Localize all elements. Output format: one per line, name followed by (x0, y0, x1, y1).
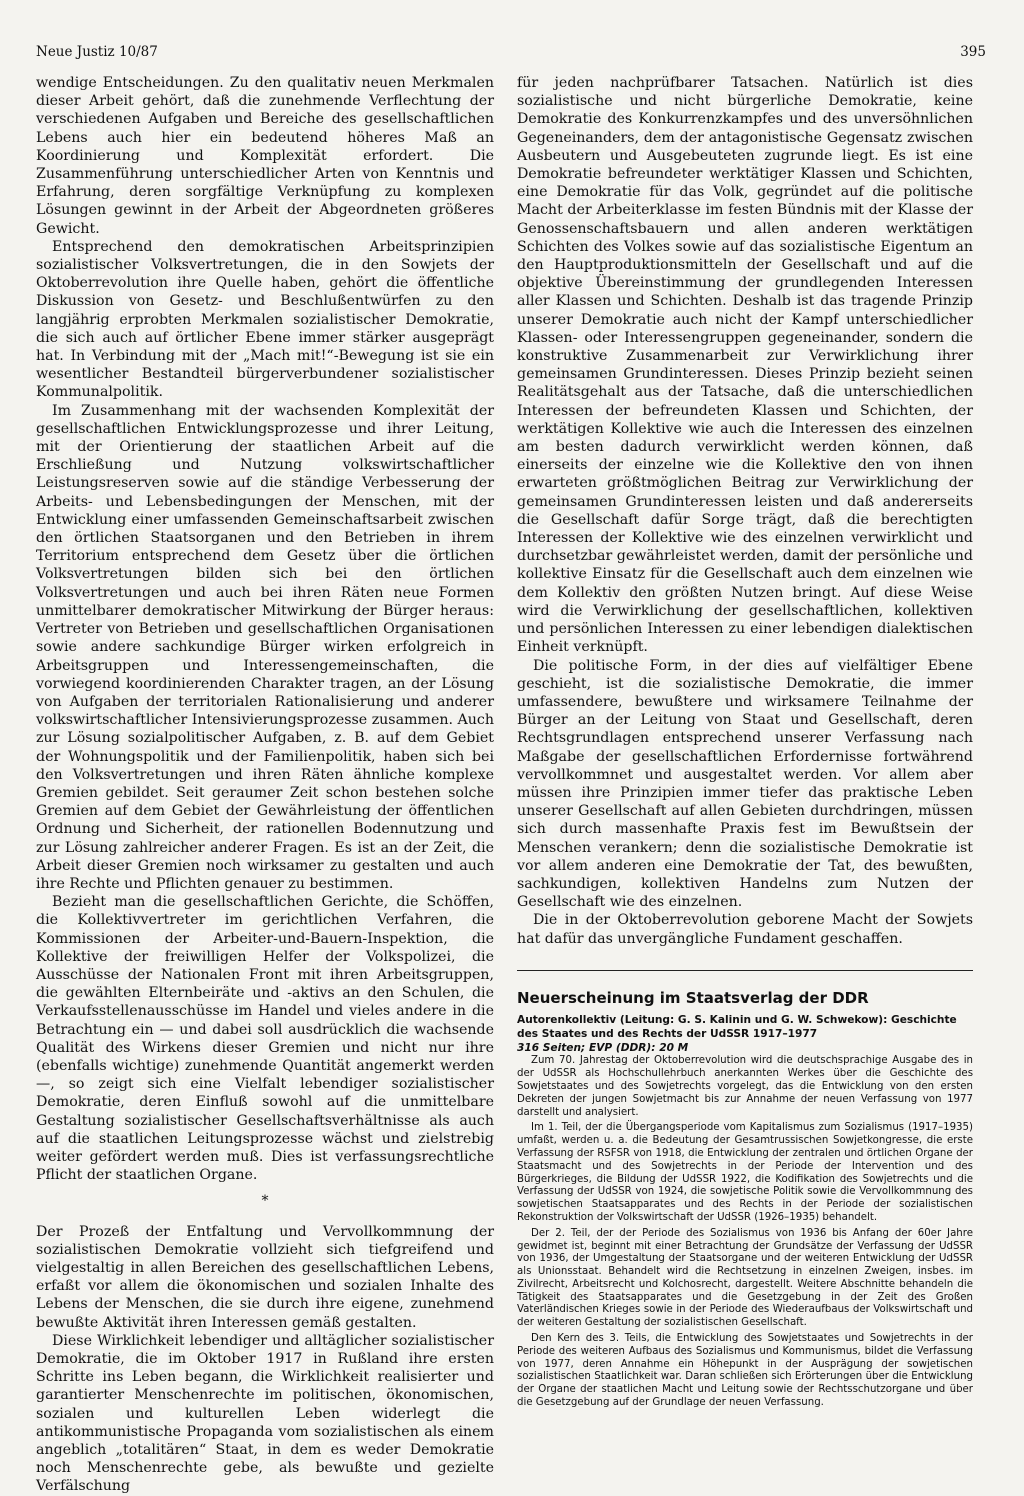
paragraph: Die politische Form, in der dies auf vielfältiger Ebene geschieht, ist die sozialistische Demokratie, die immer umfassendere, bewußtere und wirksamere Teilnahme der Bürger an der Leitung von Staat und Gesellschaft, deren Rechtsgrundlagen entsprechend unserer Verfassung nach Maßgabe der gesellschaftlichen Erfordernisse fortwährend vervollkommnet und ausgestaltet werden. Vor allem aber müssen ihre Prinzipien immer tiefer das praktische Leben unserer Gesellschaft auf allen Gebieten durchdringen, müssen sich durch massenhafte Praxis fest im Bewußtsein der Menschen verankern; denn die sozialistische Demokratie ist vor allem anderen eine Demokratie der Tat, des bewußten, sachkundigen, kollektiven Handelns zum Nutzen der Gesellschaft wie des einzelnen. (517, 657, 973, 911)
paragraph: Der 2. Teil, der der Periode des Sozialismus von 1936 bis Anfang der 60er Jahre gewidmet ist, beginnt mit einer Betrachtung der Grundsätze der Verfassung der UdSSR von 1936, der Umgestaltung der Staatsorgane und der weiteren Entwicklung der UdSSR als Unionsstaat. Behandelt wird die Rechtsetzung in einzelnen Zweigen, insbes. im Zivilrecht, Arbeitsrecht und Kolchosrecht, dargestellt. Weitere Abschnitte behandeln die Tätigkeit des Staatsapparates und die Gesetzgebung in der Zeit des Großen Vaterländischen Krieges sowie in der Periode des Wiederaufbaus der Volkswirtschaft und der weiteren Gestaltung der sozialistischen Gesellschaft. (517, 1227, 973, 1329)
announcement-body (517, 1055, 973, 1410)
journal-issue: Neue Justiz 10/87 (36, 44, 158, 60)
paragraph: Im 1. Teil, der die Übergangsperiode vom Kapitalismus zum Sozialismus (1917–1935) umfaßt, werden u. a. die Bedeutung der Gesamtrussischen Sowjetkongresse, die erste Verfassung der RSFSR von 1918, die Entwicklung der zentralen und örtlichen Organe der Staatsmacht und des Sowjetrechts in der Periode der Intervention und des Bürgerkrieges, die Bildung der UdSSR 1922, die Kodifikation des Sowjetrechts und die Verfassung der UdSSR von 1924, die sowjetische Politik sowie die Vervollkommnung des sowjetischen Staatsapparates und des Rechts in der Periode der sozialistischen Rekonstruktion der Volkswirtschaft der UdSSR (1926–1935) behandelt. (517, 1122, 973, 1223)
right-column (517, 74, 973, 1413)
paragraph: für jeden nachprüfbarer Tatsachen. Natürlich ist dies sozialistische und nicht bürgerliche Demokratie, keine Demokratie des Konkurrenzkampfes und des unversöhnlichen Gegeneinanders, dem der antagonistische Gegensatz zwischen Ausbeutern und Ausgebeuteten zugrunde liegt. Es ist eine Demokratie befreundeter werktätiger Klassen und Schichten, eine Demokratie für das Volk, gegründet auf die politische Macht der Arbeiterklasse im festen Bündnis mit der Klasse der Genossenschaftsbauern und allen anderen werktätigen Schichten des Volkes sowie auf das sozialistische Eigentum an den Hauptproduktionsmitteln der Gesellschaft und auf die objektive Übereinstimmung der grundlegenden Interessen aller Klassen und Schichten. Deshalb ist das tragende Prinzip unserer Demokratie auch nicht der Kampf unterschiedlicher Klassen- oder Interessengruppen gegeneinander, sondern die konstruktive Zusammenarbeit zur Verwirklichung ihrer gemeinsamen Grundinteressen. Dieses Prinzip bezieht seinen Realitätsgehalt aus der Tatsache, daß die unterschiedlichen Interessen der befreundeten Klassen und Schichten, der werktätigen Kollektive wie auch die Interessen des einzelnen am besten dadurch verwirklicht werden können, daß einerseits der einzelne wie die Kollektive den von ihnen erwarteten größtmöglichen Beitrag zur Verwirklichung der gemeinsamen Grundinteressen leisten und daß andererseits die Gesellschaft dafür Sorge trägt, daß die berechtigten Interessen der Kollektive wie des einzelnen verwirklicht und durchsetzbar gewährleistet werden, damit der persönliche und kollektive Einsatz für die Gesellschaft auch dem einzelnen wie dem Kollektiv den größten Nutzen bringt. Auf diese Weise wird die Verwirklichung der gesellschaftlichen, kollektiven und persönlichen Interessen zu einer lebendigen dialektischen Einheit verknüpft. (517, 75, 973, 656)
paragraph: Diese Wirklichkeit lebendiger und alltäglicher sozialistischer Demokratie, die im Oktober 1917 in Rußland ihre ersten Schritte ins Leben begann, die Wirklichkeit realisierter und garantierter Menschenrechte im politischen, ökonomischen, sozialen und kulturellen Leben widerlegt die antikommunistische Propaganda vom sozialistischen als einem angeblich „totalitären“ Staat, in dem es weder Demokratie noch Menschenrechte gebe, als bewußte und gezielte Verfälschung (36, 1332, 494, 1495)
page-number: 395 (960, 44, 986, 60)
paragraph: Die in der Oktoberrevolution geborene Macht der Sowjets hat dafür das unvergängliche Fundament geschaffen. (517, 912, 973, 947)
announcement-meta: 316 Seiten; EVP (DDR): 20 M (517, 1042, 689, 1055)
paragraph: Zum 70. Jahrestag der Oktoberrevolution wird die deutschsprachige Ausgabe des in der UdSSR als Hochschullehrbuch anerkannten Werkes über die Geschichte des Sowjetstaates und des Sowjetrechts vorgelegt, das die Entwicklung von den ersten Dekreten der jungen Sowjetmacht bis zur Annahme der neuen Verfassung von 1977 darstellt und analysiert. (517, 1055, 973, 1118)
divider (517, 970, 973, 971)
announcement-title: Neuerscheinung im Staatsverlag der DDR (517, 988, 869, 1007)
paragraph: Entsprechend den demokratischen Arbeitsprinzipien sozialistischer Volksvertretungen, die in den Sowjets der Oktoberrevolution ihre Quelle haben, gehört die öffentliche Diskussion von Gesetz- und Beschlußentwürfen zu den langjährig erprobten Merkmalen sozialistischer Demokratie, die sich auch auf örtlicher Ebene immer stärker ausgeprägt hat. In Verbindung mit der „Mach mit!“-Bewegung ist sie ein wesentlicher Bestandteil bürgerverbundener sozialistischer Kommunalpolitik. (36, 238, 494, 401)
paragraph: Der Prozeß der Entfaltung und Vervollkommnung der sozialistischen Demokratie vollzieht sich tiefgreifend und vielgestaltig in allen Bereichen des gesellschaftlichen Lebens, erfaßt vor allem die ökonomischen und sozialen Inhalte des Lebens der Menschen, die sie durch ihre eigene, zunehmend bewußte Aktivität ihren Interessen gemäß gestalten. (36, 1223, 494, 1331)
book-announcement (517, 989, 973, 1410)
paragraph: Im Zusammenhang mit der wachsenden Komplexität der gesellschaftlichen Entwicklungsprozesse und ihrer Leitung, mit der Orientierung der staatlichen Arbeit auf die Erschließung und Nutzung volkswirtschaftlicher Leistungsreserven sowie auf die ständige Verbesserung der Arbeits- und Lebensbedingungen der Menschen, mit der Entwicklung einer umfassenden Gemeinschaftsarbeit zwischen den örtlichen Staatsorganen und den Betrieben in ihrem Territorium entsprechend dem Gesetz über die örtlichen Volksvertretungen bilden sich bei den örtlichen Volksvertretungen und auch bei ihren Räten neue Formen unmittelbarer demokratischer Mitwirkung der Bürger heraus: Vertreter von Betrieben und gesellschaftlichen Organisationen sowie andere sachkundige Bürger wirken erfolgreich in Arbeitsgruppen und Interessengemeinschaften, die vorwiegend koordinierenden Charakter tragen, an der Lösung von Aufgaben der territorialen Rationalisierung und anderer volkswirtschaftlicher Intensivierungsprozesse zusammen. Auch zur Lösung sozialpolitischer Aufgaben, z. B. auf dem Gebiet der Wohnungspolitik und der Familienpolitik, haben sich bei den Volksvertretungen und ihren Räten ähnliche komplexe Gremien gebildet. Seit geraumer Zeit schon bestehen solche Gremien auf dem Gebiet der Gewährleistung der öffentlichen Ordnung und Sicherheit, der rationellen Bodennutzung und zur Lösung zahlreicher anderer Fragen. Es ist an der Zeit, die Arbeit dieser Gremien noch wirksamer zu gestalten und auch ihre Rechte und Pflichten genauer zu bestimmen. (36, 402, 494, 892)
left-column (36, 74, 494, 1496)
paragraph: Bezieht man die gesellschaftlichen Gerichte, die Schöffen, die Kollektivvertreter im gerichtlichen Verfahren, die Kommissionen der Arbeiter-und-Bauern-Inspektion, die Kollektive der freiwilligen Helfer der Volkspolizei, die Ausschüsse der Nationalen Front mit ihren Arbeitsgruppen, die gewählten Elternbeiräte und -aktivs an den Schulen, die Verkaufsstellenausschüsse im Handel und vieles andere in die Betrachtung ein — und dabei soll ausdrücklich die wachsende Qualität des Wirkens dieser Gremien und nicht nur ihre (ebenfalls wichtige) zunehmende Quantität angemerkt werden —, so zeigt sich eine Vielfalt lebendiger sozialistischer Demokratie, deren Einfluß sowohl auf die unmittelbare Gestaltung sozialistischer Gesellschaftsverhältnisse als auch auf die staatlichen Leitungsprozesse wächst und zielstrebig weiter gefördert werden muß. Dies ist verfassungsrechtliche Pflicht der staatlichen Organe. (36, 894, 494, 1184)
paragraph: wendige Entscheidungen. Zu den qualitativ neuen Merkmalen dieser Arbeit gehört, daß die zunehmende Verflechtung der verschiedenen Aufgaben und Bereiche des gesellschaftlichen Lebens auch hier ein bedeutend höheres Maß an Koordinierung und Komplexität erfordert. Die Zusammenführung unterschiedlicher Arten von Kenntnis und Erfahrung, deren sorgfältige Verknüpfung zu komplexen Lösungen gewinnt in der Arbeit der Abgeordneten größeres Gewicht. (36, 75, 494, 237)
paragraph: Den Kern des 3. Teils, die Entwicklung des Sowjetstaates und Sowjetrechts in der Periode des weiteren Aufbaus des Sozialismus und Kommunismus, bildet die Verfassung von 1977, deren Annahme ein Höhepunkt in der Ausprägung der sowjetischen sozialistischen Staatlichkeit war. Daran schließen sich Erörterungen über die Entwicklung der Organe der staatlichen Macht und Leitung sowie der Rechtsschutzorgane und über die Gesetzgebung auf der Grundlage der neuen Verfassung. (517, 1333, 973, 1409)
section-separator: * (261, 1193, 269, 1210)
page-header (36, 44, 986, 64)
announcement-authors: Autorenkollektiv (Leitung: G. S. Kalinin und G. W. Schwekow): Geschichte des Staates und des Rechts der UdSSR 1917–1977 (517, 1013, 957, 1040)
